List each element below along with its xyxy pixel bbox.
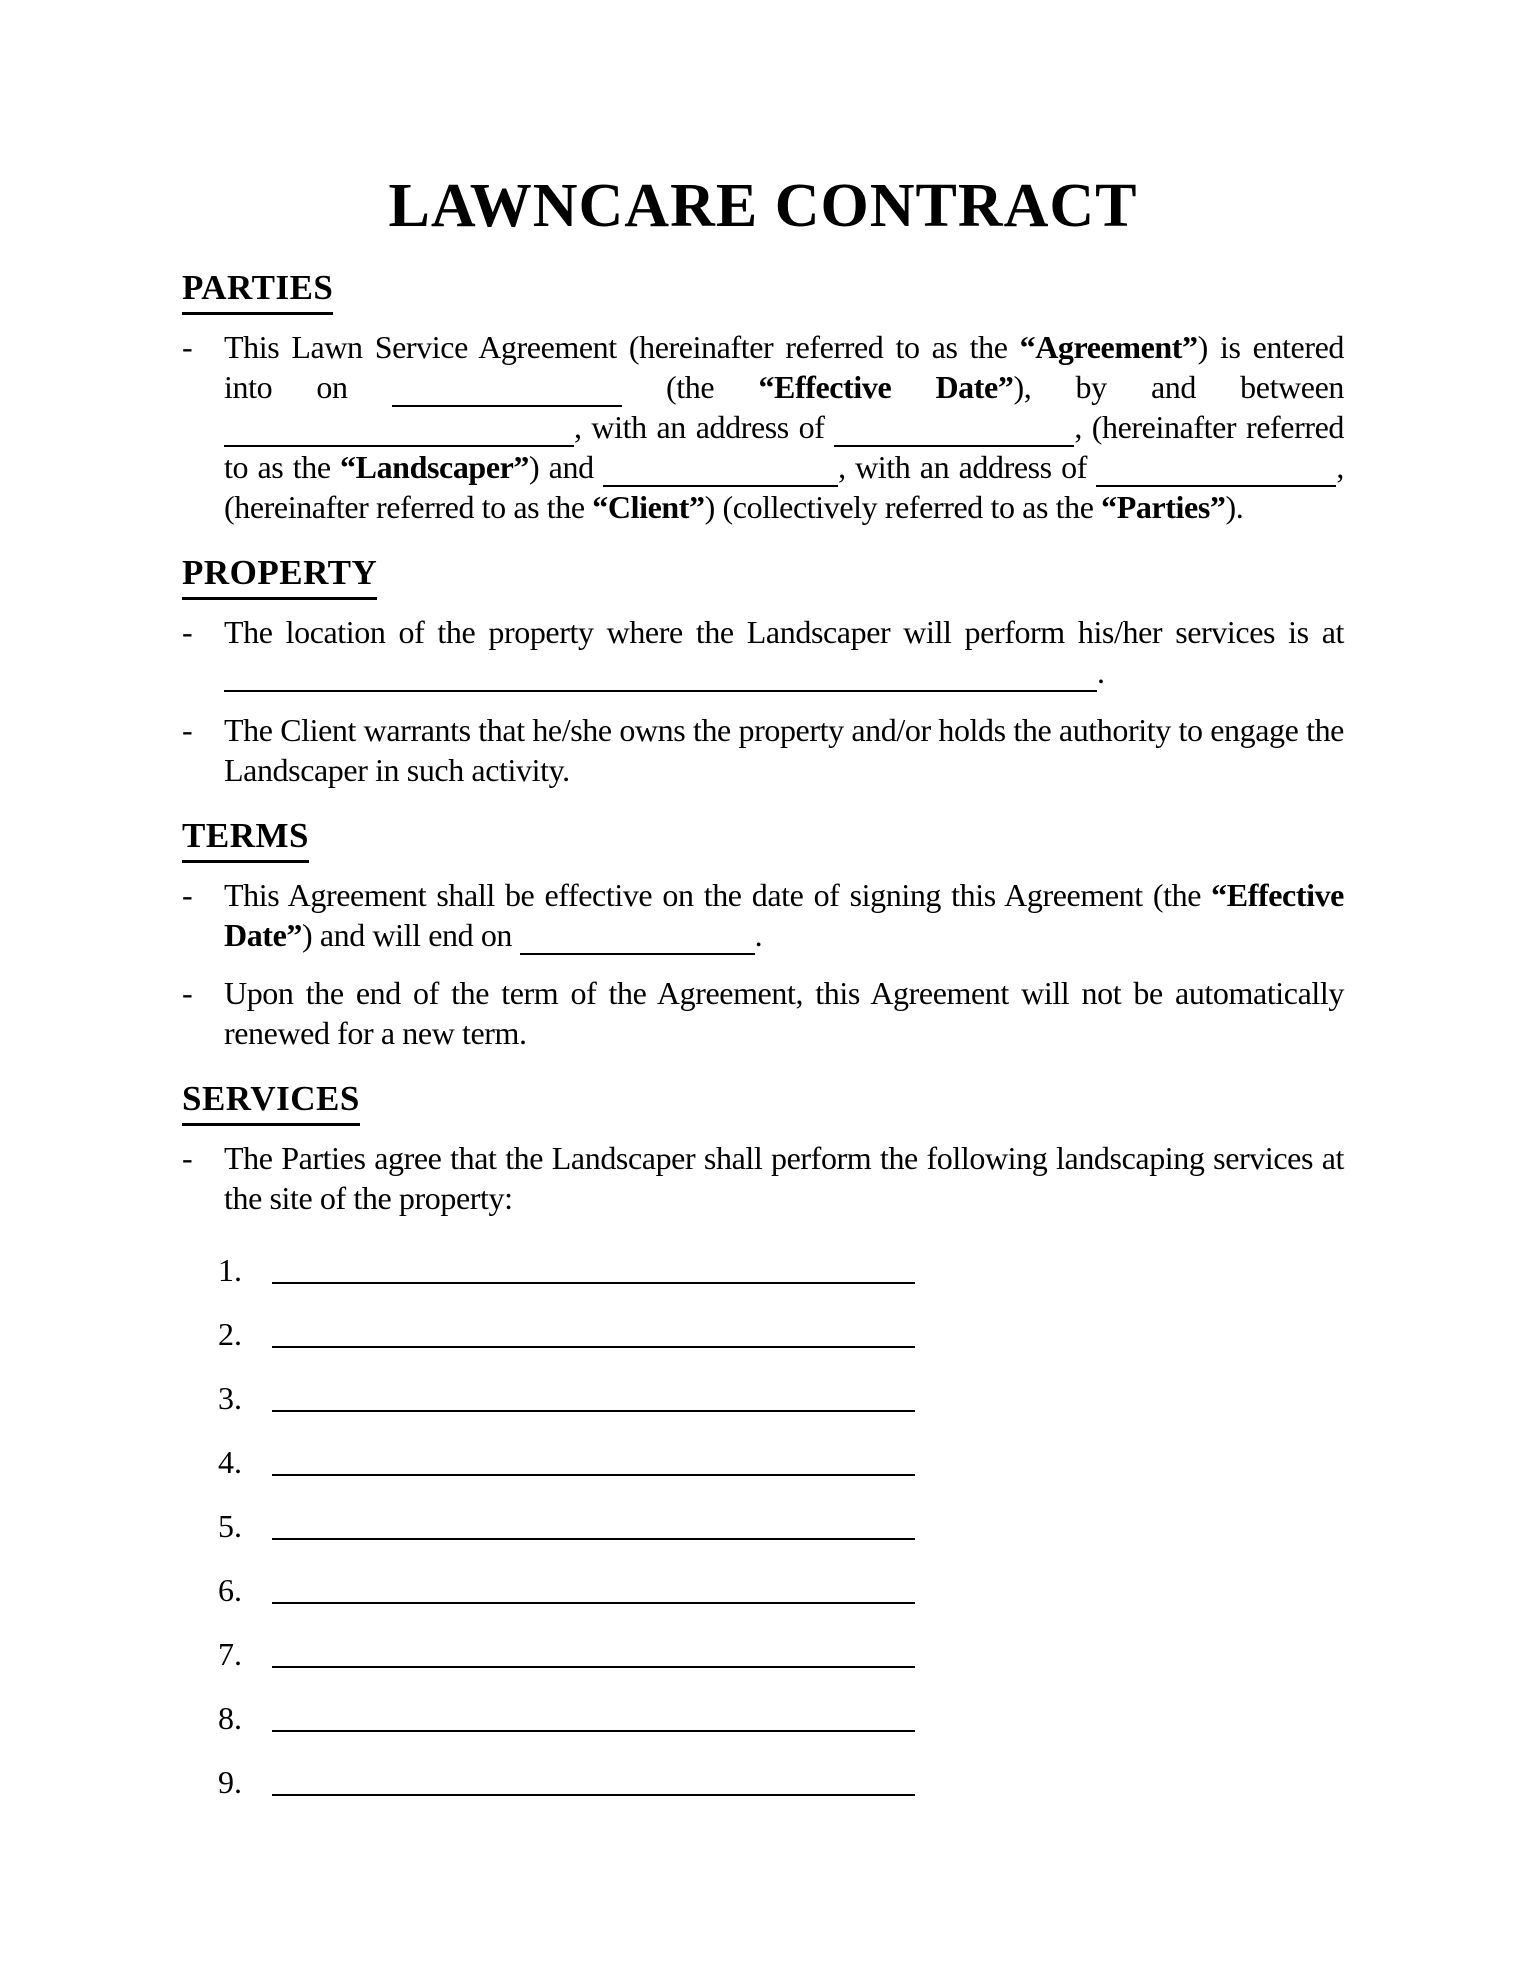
numbered-item — [182, 1700, 1344, 1764]
numbered-item — [182, 1572, 1344, 1636]
text-run: ) (collectively referred to as the — [704, 489, 1102, 525]
section-property — [182, 553, 1344, 790]
item-blank-line — [272, 1380, 915, 1412]
section-heading-services: SERVICES — [182, 1079, 360, 1126]
doc-sections — [182, 268, 1344, 1828]
paragraph-text — [224, 1138, 1344, 1218]
item-number: 7. — [218, 1636, 242, 1672]
item-blank-line — [272, 1764, 915, 1796]
bullet-dash: - — [182, 614, 193, 650]
services-list — [182, 1252, 1344, 1828]
text-run: , (hereinafter referred to as the — [224, 409, 1344, 485]
section-heading-property: PROPERTY — [182, 553, 377, 600]
bold-text-run: “Effective Date” — [758, 369, 1014, 405]
bold-text-run: “Landscaper” — [340, 449, 530, 485]
paragraph-text — [224, 710, 1344, 790]
paragraph — [182, 612, 1344, 692]
text-run: The location of the property where the Landscaper will perform his/her services is at — [224, 614, 1344, 650]
paragraph-text — [224, 327, 1344, 527]
item-number: 6. — [218, 1572, 242, 1608]
item-number: 3. — [218, 1380, 242, 1416]
section-heading-parties: PARTIES — [182, 268, 333, 315]
document-title: LAWNCARE CONTRACT — [388, 172, 1138, 240]
item-blank-line — [272, 1444, 915, 1476]
item-number: 8. — [218, 1700, 242, 1736]
text-run: Upon the end of the term of the Agreement, this Agreement will not be automatically renewed for a new term. — [224, 975, 1344, 1051]
section-heading-wrap — [182, 268, 1344, 315]
text-run: This Agreement shall be effective on the date of signing this Agreement (the — [224, 877, 1212, 913]
text-run: , with an address of — [838, 449, 1097, 485]
numbered-item — [182, 1444, 1344, 1508]
text-run: . — [1097, 654, 1105, 690]
blank-fill-line — [834, 411, 1074, 447]
text-run: The Parties agree that the Landscaper shall perform the following landscaping services at the site of the property: — [224, 1140, 1344, 1216]
item-blank-line — [272, 1700, 915, 1732]
item-blank-line — [272, 1316, 915, 1348]
item-number: 2. — [218, 1316, 242, 1352]
paragraph-text — [224, 875, 1344, 955]
text-run: , with an address of — [574, 409, 835, 445]
item-number: 1. — [218, 1252, 242, 1288]
section-parties — [182, 268, 1344, 527]
item-blank-line — [272, 1508, 915, 1540]
section-services — [182, 1079, 1344, 1828]
blank-fill-line — [224, 656, 1097, 692]
text-run: ) and — [529, 449, 604, 485]
numbered-item — [182, 1252, 1344, 1316]
section-heading-wrap — [182, 1079, 1344, 1126]
numbered-item — [182, 1636, 1344, 1700]
numbered-item — [182, 1380, 1344, 1444]
item-blank-line — [272, 1636, 915, 1668]
paragraph — [182, 973, 1344, 1053]
bold-text-run: “Parties” — [1101, 489, 1226, 525]
bullet-dash: - — [182, 877, 193, 913]
paragraph — [182, 875, 1344, 955]
text-run: This Lawn Service Agreement (hereinafter referred to as the — [224, 329, 1020, 365]
paragraph-text — [224, 612, 1344, 692]
blank-fill-line — [392, 371, 622, 407]
numbered-item — [182, 1508, 1344, 1572]
paragraph — [182, 327, 1344, 527]
text-run: ). — [1225, 489, 1244, 525]
section-terms — [182, 816, 1344, 1053]
blank-fill-line — [224, 411, 574, 447]
text-run: ), by and between — [1013, 369, 1344, 405]
bold-text-run: “Agreement” — [1019, 329, 1198, 365]
bold-text-run: “Client” — [592, 489, 705, 525]
item-number: 9. — [218, 1764, 242, 1800]
bullet-dash: - — [182, 329, 193, 365]
paragraph-text — [224, 973, 1344, 1053]
bold-text-run: “Effective Date” — [224, 877, 1344, 953]
bullet-dash: - — [182, 712, 193, 748]
item-blank-line — [272, 1572, 915, 1604]
bullet-dash: - — [182, 1140, 193, 1176]
section-heading-wrap — [182, 816, 1344, 863]
item-blank-line — [272, 1252, 915, 1284]
blank-fill-line — [520, 919, 755, 955]
bullet-dash: - — [182, 975, 193, 1011]
text-run: ) is entered into on — [224, 329, 1344, 405]
numbered-item — [182, 1764, 1344, 1828]
text-run: (the — [621, 369, 759, 405]
blank-fill-line — [1096, 451, 1336, 487]
paragraph — [182, 710, 1344, 790]
text-run: ) and will end on — [301, 917, 520, 953]
section-heading-wrap — [182, 553, 1344, 600]
text-run: . — [754, 917, 763, 953]
numbered-item — [182, 1316, 1344, 1380]
text-run: The Client warrants that he/she owns the property and/or holds the authority to engage the Landscaper in such activity. — [224, 712, 1344, 788]
blank-fill-line — [603, 451, 838, 487]
paragraph — [182, 1138, 1344, 1218]
section-heading-terms: TERMS — [182, 816, 309, 863]
text-run: , (hereinafter referred to as the — [224, 449, 1344, 525]
item-number: 4. — [218, 1444, 242, 1480]
item-number: 5. — [218, 1508, 242, 1544]
